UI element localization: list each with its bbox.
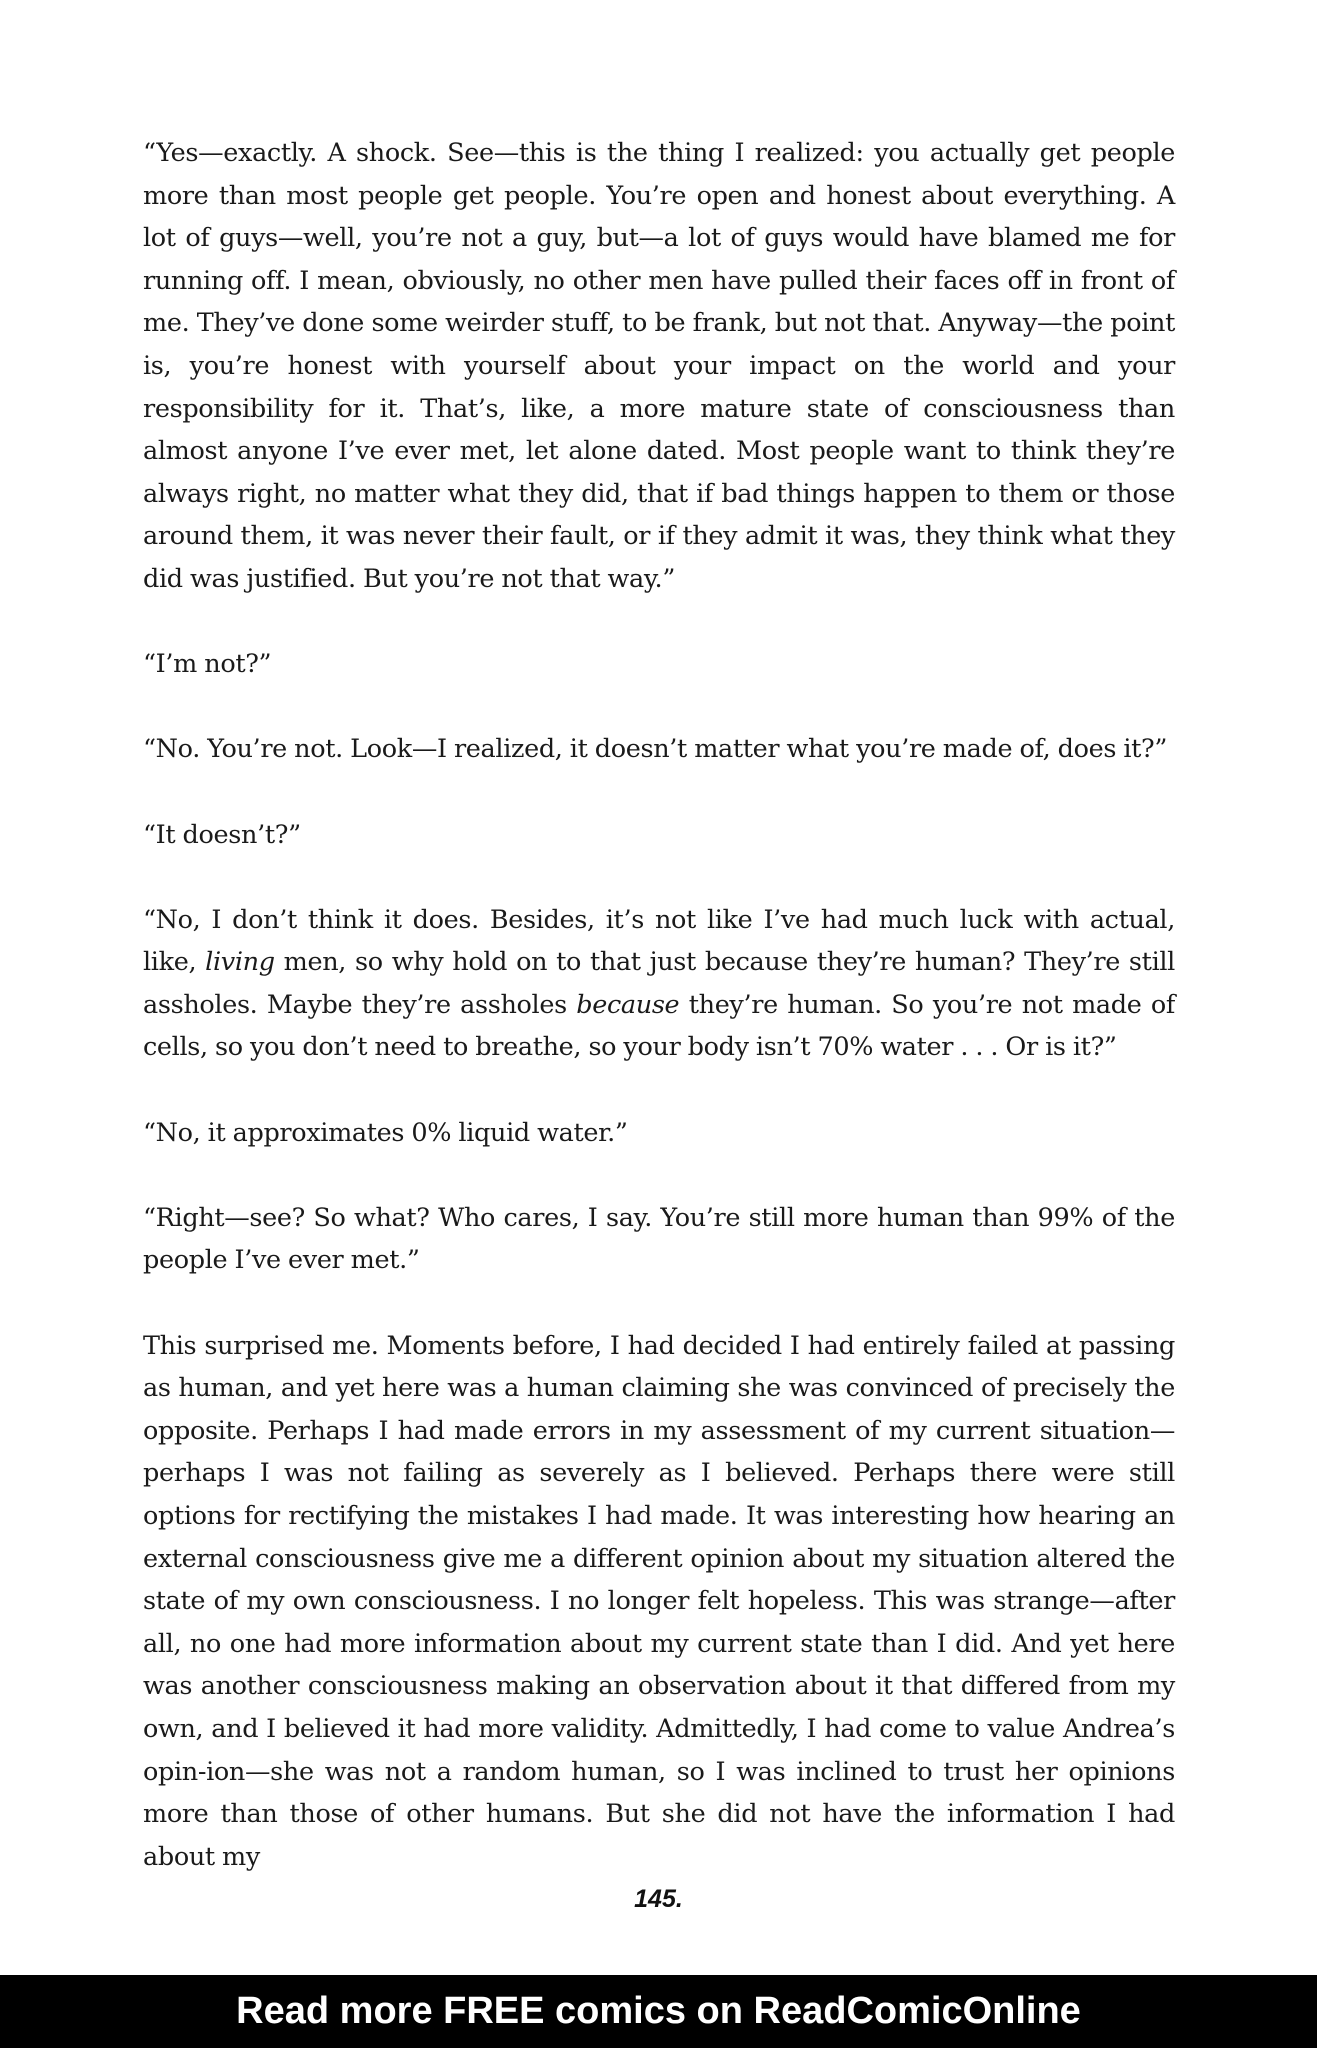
emphasis-text: because xyxy=(576,989,680,1020)
paragraph-text: men, so why hold on to that just because they’re human? They’re still assholes. Maybe they’re assholes xyxy=(143,947,1175,1020)
emphasis-text: living xyxy=(205,947,275,978)
paragraph-text: “No, I don’t think it does. Besides, it’s not like I’ve had much luck with actual, like, xyxy=(143,904,1175,978)
paragraph: “It doesn’t?” xyxy=(143,819,301,850)
body-text xyxy=(143,132,1175,1878)
paragraph: “I’m not?” xyxy=(143,649,272,680)
paragraph: “No, it approximates 0% liquid water.” xyxy=(143,1117,628,1148)
paragraph: “No. You’re not. Look—I realized, it doesn’t matter what you’re made of, does it?” xyxy=(143,734,1168,765)
paragraph-text: they’re human. So you’re not made of cells, so you don’t need to breathe, so your body isn’t 70% water . . . Or is it?” xyxy=(143,989,1175,1063)
paragraph: “Yes—exactly. A shock. See—this is the thing I realized: you actually get people more than most people get people. You’re open and honest about everything. A lot of guys—well, you’re not a guy, but—a lot of guys would have blamed me for running off. I mean, obviously, no other men have pulled their faces off in front of me. They’ve done some weirder stuff, to be frank, but not that. Anyway—the point is, you’re honest with yourself about your impact on the world and your responsibility for it. That’s, like, a more mature state of consciousness than almost anyone I’ve ever met, let alone dated. Most people want to think they’re always right, no matter what they did, that if bad things happen to them or those around them, it was never their fault, or if they admit it was, they think what they did was justified. But you’re not that way.” xyxy=(143,138,1175,594)
paragraph xyxy=(143,899,1175,1069)
promo-banner-text[interactable]: Read more FREE comics on ReadComicOnline xyxy=(236,1990,1081,2032)
promo-banner[interactable] xyxy=(0,1975,1317,2048)
page-number: 145. xyxy=(634,1885,683,1913)
paragraph: “Right—see? So what? Who cares, I say. You’re still more human than 99% of the people I’ve ever met.” xyxy=(143,1202,1175,1276)
paragraph: This surprised me. Moments before, I had decided I had entirely failed at passing as human, and yet here was a human claiming she was convinced of precisely the opposite. Perhaps I had made errors in my assessment of my current situation—perhaps I was not failing as severely as I believed. Perhaps there were still options for rectifying the mistakes I had made. It was interesting how hearing an external consciousness give me a different opinion about my situation altered the state of my own consciousness. I no longer felt hopeless. This was strange—after all, no one had more information about my current state than I did. And yet here was another consciousness making an observation about it that differed from my own, and I believed it had more validity. Admittedly, I had come to value Andrea’s opin-ion—she was not a random human, so I was inclined to trust her opinions more than those of other humans. But she did not have the information I had about my xyxy=(143,1330,1175,1872)
